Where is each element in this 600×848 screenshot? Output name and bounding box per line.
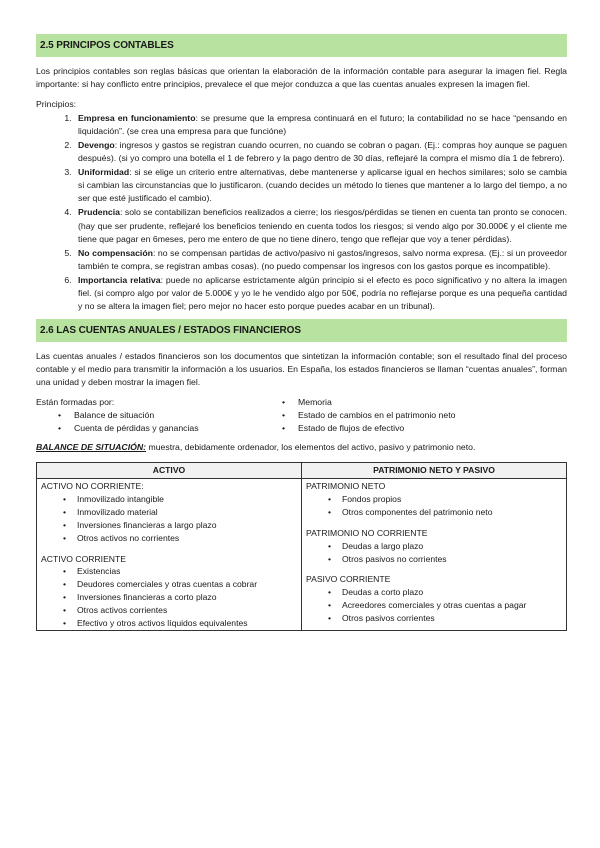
list-item: • Otros pasivos no corrientes	[306, 553, 562, 566]
group-title: ACTIVO CORRIENTE	[41, 553, 126, 564]
list-item	[74, 274, 567, 313]
principle-term: No compensación	[78, 247, 153, 258]
table-row	[37, 479, 567, 631]
group-title: ACTIVO NO CORRIENTE:	[41, 481, 144, 492]
principle-text: : puede no aplicarse estrictamente algún principio si el efecto es poco significativo y no altera la imagen fiel. (si compro algo por valor de 5.000€ y yo le he vendido algo por 50€, podría no reflejarse porque es una pequeña cantidad y no se altera la imagen fiel; pero mejor no hacer esto porque puedes acabar en un tribunal).	[78, 274, 567, 311]
list-item: • Deudas a corto plazo	[306, 586, 562, 599]
equity-liabilities-cell	[302, 479, 567, 631]
components-right-column	[280, 396, 567, 435]
principle-term: Devengo	[78, 140, 115, 151]
list-item: • Fondos propios	[306, 493, 562, 506]
annual-accounts-components	[36, 396, 567, 435]
principle-text: : ingresos y gastos se registran cuando ocurren, no cuando se cobran o pagan. (Ej.: compras hoy aunque se paguen después). (si yo compro una botella el 1 de febrero y la pago dentro de 30 días, reflejaré la compra el mismo día 1 de febrero).	[78, 140, 567, 164]
section-title-principles: 2.5 PRINCIPOS CONTABLES	[36, 34, 567, 57]
group-non-current-assets	[41, 480, 297, 544]
list-item: • Balance de situación	[36, 409, 280, 422]
principles-list	[36, 112, 567, 313]
components-right-list	[280, 396, 567, 435]
group-title: PATRIMONIO NETO	[306, 481, 386, 492]
formed-by-label: Están formadas por:	[36, 396, 115, 407]
list-item: • Otros pasivos corrientes	[306, 612, 562, 625]
list-item: • Inversiones financieras a largo plazo	[41, 519, 297, 532]
list-item: • Deudores comerciales y otras cuentas a cobrar	[41, 578, 297, 591]
list-item: • Estado de cambios en el patrimonio neto	[280, 409, 567, 422]
principle-text: : solo se contabilizan beneficios realizados a cierre; los riesgos/pérdidas se tienen en cuenta tan pronto se conocen. (hay que ser prudente, reflejaré los beneficios teniendo en cuenta todos los riesgos; si vendo algo por 30.000€ y el cliente me tiene que pagar en 6meses, pero me entero de que no tiene dinero, tengo que reflejar que voy a tener pérdidas).	[78, 207, 567, 244]
principle-text: : no se compensan partidas de activo/pasivo ni gastos/ingresos, salvo norma expresa. (Ej.: si un proveedor también te compra, se registran ambas cosas). (no puedo compensar los ingresos con los gastos porque es incompatible).	[78, 247, 567, 271]
principles-intro: Los principios contables son reglas básicas que orientan la elaboración de la información contable para asegurar la imagen fiel. Regla importante: si hay conflicto entre principios, prevalece el que mejor conduzca a que las cuentas anuales expresen la imagen fiel.	[36, 66, 567, 90]
list-item: • Existencias	[41, 565, 297, 578]
list-item: • Memoria	[280, 396, 567, 409]
principles-label: Principios:	[36, 99, 77, 110]
list-item: • Cuenta de pérdidas y ganancias	[36, 422, 280, 435]
group-current-assets	[41, 553, 297, 630]
principle-term: Importancia relativa	[78, 274, 161, 285]
balance-sheet-text: muestra, debidamente ordenador, los elementos del activo, pasivo y patrimonio neto.	[146, 442, 476, 453]
list-item: • Inmovilizado intangible	[41, 493, 297, 506]
group-list	[41, 565, 297, 629]
balance-sheet-intro	[36, 441, 567, 454]
group-non-current	[306, 527, 562, 566]
group-list	[306, 540, 562, 566]
principle-term: Empresa en funcionamiento	[78, 113, 196, 124]
principle-text: : si se elige un criterio entre alternativas, debe mantenerse y aplicarse igual en hechos similares; solo se cambia si cambian las circunstancias que lo justificaron. (cuando decides un método lo tienes que mantener a lo largo del tiempo, a no ser que esté justificado el cambio).	[78, 167, 567, 204]
list-item	[74, 166, 567, 205]
list-item: • Otros activos corrientes	[41, 604, 297, 617]
list-item: • Acreedores comerciales y otras cuentas a pagar	[306, 599, 562, 612]
group-title: PATRIMONIO NO CORRIENTE	[306, 527, 428, 538]
group-list	[306, 586, 562, 625]
header-equity-liabilities: PATRIMONIO NETO Y PASIVO	[302, 463, 567, 479]
principle-text: : se presume que la empresa continuará en el futuro; la contabilidad no se hace “pensando en liquidación”. (se crea una empresa para que funcióne)	[78, 113, 567, 137]
table-header-row	[37, 463, 567, 479]
group-list	[41, 493, 297, 545]
list-item: • Inversiones financieras a corto plazo	[41, 591, 297, 604]
annual-accounts-intro: Las cuentas anuales / estados financieros son los documentos que sintetizan la información contable; son el resultado final del proceso contable y el medio para transmitir la información a los usuarios. En España, los estados financieros se llaman “cuentas anuales”, forman una unidad y deben mostrar la imagen fiel.	[36, 350, 567, 387]
components-left-list	[36, 409, 280, 435]
list-item	[74, 247, 567, 273]
principle-term: Prudencia	[78, 207, 121, 218]
list-item: • Estado de flujos de efectivo	[280, 422, 567, 435]
section-title-annual-accounts: 2.6 LAS CUENTAS ANUALES / ESTADOS FINANCIEROS	[36, 319, 567, 342]
list-item	[74, 139, 567, 165]
components-left-column	[36, 396, 280, 435]
group-title: PASIVO CORRIENTE	[306, 574, 391, 585]
assets-cell	[37, 479, 302, 631]
group-current-liabilities	[306, 573, 562, 625]
header-assets: ACTIVO	[37, 463, 302, 479]
balance-sheet-title: BALANCE DE SITUACIÓN:	[36, 442, 147, 453]
balance-sheet-table	[36, 462, 567, 631]
group-equity	[306, 480, 562, 519]
list-item: • Deudas a largo plazo	[306, 540, 562, 553]
group-list	[306, 493, 562, 519]
list-item: • Inmovilizado material	[41, 506, 297, 519]
list-item: • Otros componentes del patrimonio neto	[306, 506, 562, 519]
list-item	[74, 206, 567, 245]
principle-term: Uniformidad	[78, 167, 130, 178]
list-item	[74, 112, 567, 138]
list-item: • Efectivo y otros activos líquidos equivalentes	[41, 617, 297, 630]
list-item: • Otros activos no corrientes	[41, 532, 297, 545]
